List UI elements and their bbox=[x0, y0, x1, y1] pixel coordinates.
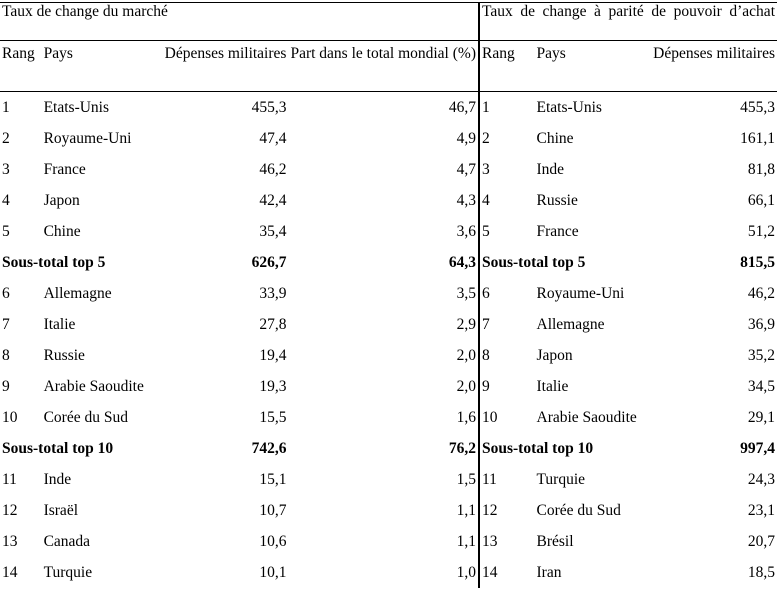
ppp-rate-title-text: Taux de change à parité de pouvoir d’achat bbox=[481, 3, 775, 20]
country-left-cell: Turquie bbox=[43, 564, 93, 581]
rank-right-cell: 6 bbox=[479, 278, 535, 309]
country-left-cell: Etats-Unis bbox=[43, 99, 110, 116]
rank-left-cell: 1 bbox=[2, 99, 10, 116]
country-left-cell: Inde bbox=[43, 471, 72, 488]
table-row bbox=[0, 526, 777, 557]
table-row bbox=[0, 464, 777, 495]
table-row bbox=[0, 216, 777, 247]
spending-left-cell: 47,4 bbox=[259, 130, 287, 147]
spending-right-cell: 36,9 bbox=[747, 316, 775, 333]
rank-left-cell: 12 bbox=[2, 502, 18, 519]
country-left-cell: Allemagne bbox=[43, 285, 112, 302]
subtotal-row bbox=[0, 433, 777, 464]
rank-right-cell: 3 bbox=[479, 154, 535, 185]
spending-left-cell: 27,8 bbox=[259, 316, 287, 333]
subtotal-share-left: 64,3 bbox=[448, 254, 476, 271]
share-left-cell: 1,0 bbox=[456, 564, 476, 581]
header-spending-left: Dépenses militaires bbox=[163, 41, 289, 92]
country-left-cell: France bbox=[43, 161, 86, 178]
share-left-cell: 3,5 bbox=[456, 285, 476, 302]
country-left-cell: Russie bbox=[43, 347, 85, 364]
spending-right-cell: 35,2 bbox=[747, 347, 775, 364]
rank-left-cell: 9 bbox=[2, 378, 10, 395]
country-right-cell: Italie bbox=[536, 378, 569, 395]
share-left-cell: 2,0 bbox=[456, 378, 476, 395]
header-share-left: Part dans le total mondial (%) bbox=[288, 41, 479, 92]
rank-left-cell: 4 bbox=[2, 192, 10, 209]
spending-right-cell: 161,1 bbox=[740, 130, 775, 147]
subtotal-row bbox=[0, 247, 777, 278]
spending-right-cell: 18,5 bbox=[747, 564, 775, 581]
table-row bbox=[0, 185, 777, 216]
country-left-cell: Corée du Sud bbox=[43, 409, 128, 426]
rank-right-cell: 9 bbox=[479, 371, 535, 402]
spending-left-cell: 35,4 bbox=[259, 223, 287, 240]
share-left-cell: 1,6 bbox=[456, 409, 476, 426]
rank-right-cell: 11 bbox=[479, 464, 535, 495]
spending-right-cell: 455,3 bbox=[740, 99, 775, 116]
table-row bbox=[0, 557, 777, 588]
rank-left-cell: 3 bbox=[2, 161, 10, 178]
table-body bbox=[0, 3, 777, 589]
rank-right-cell: 10 bbox=[479, 402, 535, 433]
spending-left-cell: 46,2 bbox=[259, 161, 287, 178]
header-country-left: Pays bbox=[42, 41, 163, 92]
country-left-cell: Italie bbox=[43, 316, 76, 333]
spending-right-cell: 66,1 bbox=[747, 192, 775, 209]
table-row bbox=[0, 278, 777, 309]
rank-right-cell: 4 bbox=[479, 185, 535, 216]
country-left-cell: Canada bbox=[43, 533, 91, 550]
rank-right-cell: 5 bbox=[479, 216, 535, 247]
spending-right-cell: 29,1 bbox=[747, 409, 775, 426]
share-left-cell: 2,9 bbox=[456, 316, 476, 333]
country-right-cell: Russie bbox=[536, 192, 578, 209]
header-spending-right: Dépenses militaires bbox=[651, 41, 777, 92]
rank-left-cell: 14 bbox=[2, 564, 18, 581]
country-left-cell: Royaume-Uni bbox=[43, 130, 132, 147]
subtotal-label-right: Sous-total top 10 bbox=[479, 433, 651, 464]
country-left-cell: Japon bbox=[43, 192, 80, 209]
subtotal-label-left: Sous-total top 5 bbox=[2, 254, 106, 271]
rank-right-cell: 1 bbox=[479, 92, 535, 124]
country-right-cell: Inde bbox=[536, 161, 565, 178]
country-right-cell: Etats-Unis bbox=[536, 99, 602, 116]
share-left-cell: 1,1 bbox=[456, 502, 476, 519]
country-right-cell: Chine bbox=[536, 130, 574, 147]
share-left-cell: 46,7 bbox=[448, 99, 476, 116]
military-spending-table bbox=[0, 2, 777, 588]
spending-left-cell: 19,3 bbox=[259, 378, 287, 395]
rank-left-cell: 5 bbox=[2, 223, 10, 240]
title-row bbox=[0, 3, 777, 41]
table-row bbox=[0, 495, 777, 526]
subtotal-label-right: Sous-total top 5 bbox=[479, 247, 651, 278]
rank-left-cell: 11 bbox=[2, 471, 17, 488]
country-right-cell: Royaume-Uni bbox=[536, 285, 625, 302]
share-left-cell: 2,0 bbox=[456, 347, 476, 364]
spending-left-cell: 33,9 bbox=[259, 285, 287, 302]
country-right-cell: Japon bbox=[536, 347, 573, 364]
country-right-cell: Iran bbox=[536, 564, 562, 581]
share-left-cell: 4,9 bbox=[456, 130, 476, 147]
subtotal-share-left: 76,2 bbox=[448, 440, 476, 457]
table-row bbox=[0, 154, 777, 185]
share-left-cell: 3,6 bbox=[456, 223, 476, 240]
spending-right-cell: 34,5 bbox=[747, 378, 775, 395]
spending-left-cell: 42,4 bbox=[259, 192, 287, 209]
spending-right-cell: 51,2 bbox=[747, 223, 775, 240]
spending-left-cell: 10,6 bbox=[259, 533, 287, 550]
spending-left-cell: 19,4 bbox=[259, 347, 287, 364]
share-left-cell: 4,7 bbox=[456, 161, 476, 178]
country-right-cell: Arabie Saoudite bbox=[536, 409, 637, 426]
spending-right-cell: 20,7 bbox=[747, 533, 775, 550]
header-rank-right: Rang bbox=[479, 41, 535, 92]
spending-left-cell: 10,1 bbox=[259, 564, 287, 581]
table-row bbox=[0, 309, 777, 340]
header-rank-left: Rang bbox=[0, 41, 42, 92]
country-right-cell: France bbox=[536, 223, 579, 240]
rank-left-cell: 2 bbox=[2, 130, 10, 147]
rank-left-cell: 8 bbox=[2, 347, 10, 364]
country-right-cell: Turquie bbox=[536, 471, 586, 488]
spending-left-cell: 15,1 bbox=[259, 471, 287, 488]
table-row bbox=[0, 340, 777, 371]
country-left-cell: Arabie Saoudite bbox=[43, 378, 144, 395]
share-left-cell: 1,5 bbox=[456, 471, 476, 488]
rank-right-cell: 8 bbox=[479, 340, 535, 371]
spending-left-cell: 10,7 bbox=[259, 502, 287, 519]
subtotal-spending-left: 742,6 bbox=[251, 440, 287, 457]
market-rate-title: Taux de change du marché bbox=[0, 3, 479, 41]
rank-right-cell: 2 bbox=[479, 123, 535, 154]
rank-right-cell: 12 bbox=[479, 495, 535, 526]
header-country-right: Pays bbox=[535, 41, 652, 92]
spending-left-cell: 455,3 bbox=[251, 99, 287, 116]
spending-left-cell: 15,5 bbox=[259, 409, 287, 426]
subtotal-label-left: Sous-total top 10 bbox=[2, 440, 114, 457]
ppp-rate-title bbox=[479, 3, 777, 41]
table-row bbox=[0, 371, 777, 402]
rank-right-cell: 13 bbox=[479, 526, 535, 557]
country-right-cell: Corée du Sud bbox=[536, 502, 621, 519]
rank-left-cell: 6 bbox=[2, 285, 10, 302]
share-left-cell: 1,1 bbox=[456, 533, 476, 550]
rank-left-cell: 7 bbox=[2, 316, 10, 333]
subtotal-spending-right: 815,5 bbox=[740, 254, 775, 271]
rank-right-cell: 7 bbox=[479, 309, 535, 340]
spending-right-cell: 24,3 bbox=[747, 471, 775, 488]
spending-right-cell: 23,1 bbox=[747, 502, 775, 519]
spending-right-cell: 46,2 bbox=[747, 285, 775, 302]
table-row bbox=[0, 402, 777, 433]
country-right-cell: Allemagne bbox=[536, 316, 605, 333]
table-row bbox=[0, 123, 777, 154]
country-left-cell: Israël bbox=[43, 502, 78, 519]
country-left-cell: Chine bbox=[43, 223, 81, 240]
table-row bbox=[0, 92, 777, 124]
spending-right-cell: 81,8 bbox=[747, 161, 775, 178]
share-left-cell: 4,3 bbox=[456, 192, 476, 209]
rank-left-cell: 13 bbox=[2, 533, 18, 550]
column-header-row bbox=[0, 41, 777, 92]
rank-right-cell: 14 bbox=[479, 557, 535, 588]
subtotal-spending-left: 626,7 bbox=[251, 254, 287, 271]
country-right-cell: Brésil bbox=[536, 533, 574, 550]
subtotal-spending-right: 997,4 bbox=[740, 440, 775, 457]
rank-left-cell: 10 bbox=[2, 409, 18, 426]
